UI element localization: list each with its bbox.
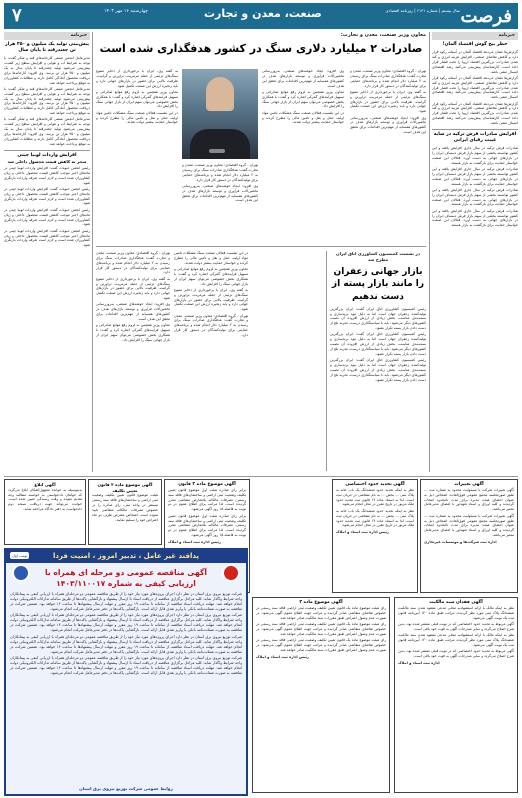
notice-body: آگهی تغییرات شرکت با مسئولیت محدود به شماره ثبت ... طبق صورتجلسه مجمع عمومی فوق‌العاده، اشخاص ذیل به عنوان اعضای هیئت مدیره برای مدت نامحدود انتخاب گردیدند و کلیه اوراق و اسناد تعهدآور با امضای مدیرعامل معتبر می‌باشد. [424, 513, 514, 538]
tender-title: آگهی مناقصه عمومی دو مرحله ای همراه با ارزیابی کیفی به شماره ۱۴۰۳/۱۱۰۰۱۷ [44, 568, 207, 588]
notice-body: رای هیئت موضوع ماده یک قانون تعیین تکلیف وضعیت ثبتی اراضی فاقد سند رسمی در خصوص تقاضای متقاضی صادر گردیده و مراتب جهت اطلاع عموم آگهی می‌شود. در صورت عدم وصول اعتراض طبق مقررات سند مالکیت صادر خواهد شد. [256, 638, 386, 652]
news-body-continued: مدیرعامل انجمن صنفی کارخانه‌های قند و شکر گفت: با توجه به شرایط آب و هوایی و افزایش سطح زیر کشت، پیش‌بینی می‌شود تولید چغندرقند تا پایان سال به یک میلیون و ۳۵۰ هزار تن برسد. وی افزود: کارخانه‌ها برای دریافت محصول آمادگی کامل دارند و مطالبات کشاورزان به موقع پرداخت خواهد شد. [4, 86, 90, 116]
section-title: صنعت، معدن و تجارت [204, 7, 322, 20]
news-body: صادرات فرش ترکیه در سال جاری افزایش یافته و این کشور توانسته بخشی از سهم بازار فرش دستباف ایران را در بازارهای جهانی به دست آورد. فعالان این صنعت خواستار حمایت برای بازگشت به بازار هستند. [432, 146, 518, 165]
notice-signature: اداره ثبت اسناد و املاک [398, 660, 440, 665]
lead-headline-block [96, 32, 426, 66]
notice-signature: رئیس اداره ثبت اسناد و املاک [168, 539, 221, 544]
newspaper-logo: فرصت [460, 6, 512, 27]
notice-body: برابر رای صادره هیئت اول موضوع قانون تعیین تکلیف وضعیت ثبتی اراضی و ساختمان‌های فاقد سند رسمی، تصرفات مالکانه بلامعارض متقاضی محرز گردیده است. لذا مراتب برای اطلاع عموم در دو نوبت به فاصله ۱۵ روز آگهی می‌شود. [168, 513, 246, 538]
lead-paragraph: به گفته وی، ایران با برخورداری از ذخایر متنوع سنگ‌های تزئینی از جمله مرمریت، تراورتن و گرانیت، ظرفیت بالایی برای حضور در بازارهای جهانی دارد و باید زنجیره ارزش این صنعت تکمیل شود. [96, 276, 170, 301]
notice-signature: اداره ثبت شرکت‌ها و موسسات غیرتجاری [424, 539, 497, 544]
notice-signature: رئیس اداره ثبت اسناد و املاک [336, 530, 389, 535]
notice-body: نظر به اینکه تحدید حدود ششدانگ یک باب خانه به پلاک ثبتی ... بخش ... به نام متقاضی در جریان ثبت است، لذا به استناد ماده ۱۴ قانون ثبت تحدید حدود ملک مزبور در تاریخ مقرر در محل انجام می‌شود. [336, 487, 414, 507]
lead-kicker: معاون وزیر صنعت، معدن و تجارت: [340, 32, 426, 38]
lead-paragraph: وی افزود: ایجاد خوشه‌های صنعتی، به‌روزرسانی ماشین‌آلات فرآوری و توسعه بازارهای هدف در کشورهای همسایه از مهم‌ترین اقدامات برای تحقق این هدف است. [262, 69, 344, 88]
saffron-headline: بازار جهانی زعفران را مانند بازار پسته از دست ندهیم [331, 267, 425, 302]
news-body-continued: صادرات فرش ترکیه در سال جاری افزایش یافته و این کشور توانسته بخشی از سهم بازار فرش دستباف ایران را در بازارهای جهانی به دست آورد. فعالان این صنعت خواستار حمایت برای بازگشت به بازار هستند. [432, 187, 518, 207]
notice-signature: رئیس اداره ثبت اسناد و املاک [256, 654, 309, 659]
notice-body: آگهی مربوط به تحدید حدود اختصاصی که در نوبت قبلی منتشر شده بود، بدین شرح اصلاح می‌گردد و سایر مندرجات آگهی به قوت خود باقی است. [398, 649, 514, 659]
lead-body-col-1 [350, 69, 426, 241]
lead-paragraph: تهران - گروه اقتصادی: معاون وزیر صنعت، معدن و تجارت گفت: هدفگذاری صادرات سنگ برای رسیدن به ۲ میلیارد دلار انجام شده و برنامه‌های حمایتی برای تولیدکنندگان در دستور کار قرار دارد. [350, 69, 426, 88]
lead-paragraph: در این نشست فعالان صنعت سنگ مشکلات تامین مواد اولیه، حمل و نقل و تامین مالی را مطرح کردند و خواستار حمایت بیشتر دولت شدند. [96, 110, 178, 125]
tender-paragraph: شرکت توزیع نیروی برق استان در نظر دارد اجرای پروژه‌های مورد نیاز خود را از طریق مناقصه عمومی دو مرحله‌ای همراه با ارزیابی کیفی به پیمانکاران واجد شرایط واگذار نماید. کلیه مراحل برگزاری مناقصه از دریافت اسناد تا ارسال پیشنهاد و بازگشایی پاکت‌ها از طریق سامانه تدارکات الکترونیکی دولت انجام خواهد شد. مهلت دریافت اسناد مناقصه از سامانه تا ساعت ۱۹ روز مقرر و مهلت ارسال پیشنهادها تا ساعت ۱۴ خواهد بود. تضمین شرکت در مناقصه به صورت ضمانت‌نامه بانکی یا واریز نقدی قابل ارائه است. بازگشایی پاکت‌ها در دفتر مدیرعامل شرکت انجام می‌شود. [10, 591, 242, 611]
notice-title: آگهی ابلاغ [34, 482, 56, 487]
news-body-continued: رئیس انجمن حبوبات گفت: افزایش واردات لوبیا چیتی در ماه‌های اخیر موجب کاهش قیمت محصول داخلی و زیان کشاورزان شده است و لازم است تعرفه واردات بازنگری شود. [4, 207, 90, 227]
issue-date: چهارشنبه ۱۶ مهر ۱۴۰۳ [104, 9, 148, 14]
lead-headline: صادرات ۲ میلیارد دلاری سنگ در کشور هدفگذاری شده است [99, 41, 423, 55]
news-body-continued: گزارش‌ها نشان می‌دهد اقتصاد آلمان در آستانه رکود قرار دارد و کاهش تقاضای صنعتی، افزایش هزینه انرژی و کند شدن صادرات، بزرگترین اقتصاد اروپا را تحت فشار قرار داده است. کارشناسان پیش‌بینی می‌کنند رشد اقتصادی امسال منفی باشد. [432, 101, 518, 125]
news-body: رئیس انجمن حبوبات گفت: افزایش واردات لوبیا چیتی در ماه‌های اخیر موجب کاهش قیمت محصول داخلی و زیان کشاورزان شده است و لازم است تعرفه واردات بازنگری شود. [4, 166, 90, 185]
column-heading: خبرنامه [432, 32, 518, 40]
news-body-continued: گزارش‌ها نشان می‌دهد اقتصاد آلمان در آستانه رکود قرار دارد و کاهش تقاضای صنعتی، افزایش هزینه انرژی و کند شدن صادرات، بزرگترین اقتصاد اروپا را تحت فشار قرار داده است. کارشناسان پیش‌بینی می‌کنند رشد اقتصادی امسال منفی باشد. [432, 75, 518, 100]
lead-paragraph: در این نشست فعالان صنعت سنگ مشکلات تامین مواد اولیه، حمل و نقل و تامین مالی را مطرح کردند و خواستار حمایت بیشتر دولت شدند. [174, 251, 248, 265]
legal-notice [394, 597, 518, 793]
column-divider [92, 32, 93, 472]
tender-paragraph: شرکت توزیع نیروی برق استان در نظر دارد اجرای پروژه‌های مورد نیاز خود را از طریق مناقصه عمومی دو مرحله‌ای همراه با ارزیابی کیفی به پیمانکاران واجد شرایط واگذار نماید. کلیه مراحل برگزاری مناقصه از دریافت اسناد تا ارسال پیشنهاد و بازگشایی پاکت‌ها از طریق سامانه تدارکات الکترونیکی دولت انجام خواهد شد. مهلت دریافت اسناد مناقصه از سامانه تا ساعت ۱۹ روز مقرر و مهلت ارسال پیشنهادها تا ساعت ۱۴ خواهد بود. تضمین شرکت در مناقصه به صورت ضمانت‌نامه بانکی یا واریز نقدی قابل ارائه است. بازگشایی پاکت‌ها در دفتر مدیرعامل شرکت انجام می‌شود. [10, 656, 242, 676]
lead-paragraph: به گفته وی، ایران با برخورداری از ذخایر متنوع سنگ‌های تزئینی از جمله مرمریت، تراورتن و گرانیت، ظرفیت بالایی برای حضور در بازارهای جهانی دارد و باید زنجیره ارزش این صنعت تکمیل شود. [174, 287, 248, 312]
news-body-continued: رئیس انجمن حبوبات گفت: افزایش واردات لوبیا چیتی در ماه‌های اخیر موجب کاهش قیمت محصول داخلی و زیان کشاورزان شده است و لازم است تعرفه واردات بازنگری شود. [4, 228, 90, 248]
lead-continued-col [174, 251, 248, 473]
lead-body-col-3 [182, 163, 258, 241]
lead-paragraph: تهران - گروه اقتصادی: معاون وزیر صنعت، معدن و تجارت گفت: هدفگذاری صادرات سنگ برای رسیدن به ۲ میلیارد دلار انجام شده و برنامه‌های حمایتی برای تولیدکنندگان در دستور کار قرار دارد. [96, 251, 170, 275]
saffron-paragraph: رئیس کمیسیون کشاورزی اتاق ایران گفت: ایران بزرگترین تولیدکننده زعفران جهان است اما به دلیل نبود برندسازی و بسته‌بندی مناسب، بخش زیادی از ارزش افزوده آن نصیب کشورهای دیگر می‌شود. باید با سیاستگذاری درست، تجربه تلخ از دست دادن بازار پسته تکرار نشود. [330, 306, 426, 331]
microphone [209, 149, 225, 153]
notice-body: بدینوسیله به خوانده مجهول‌المکان ابلاغ می‌گردد که خواهان دادخواستی به خواسته مطالبه وجه تقدیم نموده و وقت رسیدگی تعیین شده است. خوانده می‌تواند جهت دریافت نسخه دوم دادخواست به دفتر دادگاه مراجعه نماید. [8, 487, 82, 512]
company-logo-icon [12, 564, 30, 582]
notice-body: نظر به اینکه مالک با ارائه استشهادیه محلی مدعی مفقود شدن سند مالکیت ششدانگ پلاک ثبتی مورد نظر گردیده، مراتب طبق ماده ۱۲۰ آیین‌نامه قانون ثبت یک نوبت آگهی می‌شود. [398, 633, 515, 647]
lead-paragraph: به گفته وی، ایران با برخورداری از ذخایر متنوع سنگ‌های تزئینی از جمله مرمریت، تراورتن و گرانیت، ظرفیت بالایی برای حضور در بازارهای جهانی دارد و باید زنجیره ارزش این صنعت تکمیل شود. [350, 89, 426, 114]
notice-title: آگهی تغییرات [454, 482, 484, 487]
notice-body: نظر به اینکه مالک با ارائه استشهادیه محلی مدعی مفقود شدن سند مالکیت ششدانگ پلاک ثبتی مورد نظر گردیده، مراتب طبق ماده ۱۲۰ آیین‌نامه قانون ثبت یک نوبت آگهی می‌شود. [398, 605, 515, 620]
masthead-tagline: سال بیستم | شماره ۶۱۳۱ | روزنامه اقتصادی [385, 8, 460, 13]
legal-notice [4, 479, 86, 545]
news-headline: افزایش واردات لوبیا چیتی [4, 150, 90, 159]
news-headline: خطر بیخ گوش اقتصاد آلمان! [442, 41, 508, 47]
notice-body: آگهی مربوط به تحدید حدود اختصاصی که در نوبت قبلی منتشر شده بود، بدین شرح اصلاح می‌گردد و سایر مندرجات آگهی به قوت خود باقی است. [398, 621, 514, 631]
news-headline: پیش‌بینی تولید یک میلیون و ۳۵۰ هزار تن چغندرقند تا پایان سال [5, 41, 89, 54]
lead-paragraph: معاون وزیر همچنین به لزوم رفع موانع صادراتی و تسهیل فرآیندهای گمرکی اشاره کرد و گفت: با همکاری بخش خصوصی می‌توان سهم ایران از بازار جهانی سنگ را افزایش داد. [96, 89, 178, 109]
saffron-paragraph: رئیس کمیسیون کشاورزی اتاق ایران گفت: ایران بزرگترین تولیدکننده زعفران جهان است اما به دلیل نبود برندسازی و بسته‌بندی مناسب، بخش زیادی از ارزش افزوده آن نصیب کشورهای دیگر می‌شود. باید با سیاستگذاری درست، تجربه تلخ از دست دادن بازار پسته تکرار نشود. [330, 358, 426, 382]
legal-notice [252, 597, 390, 793]
lead-paragraph: تهران - گروه اقتصادی: معاون وزیر صنعت، معدن و تجارت گفت: هدفگذاری صادرات سنگ برای رسیدن به ۲ میلیارد دلار انجام شده و برنامه‌های حمایتی برای تولیدکنندگان در دستور کار قرار دارد. [182, 163, 258, 182]
news-body: مدیرعامل انجمن صنفی کارخانه‌های قند و شکر گفت: با توجه به شرایط آب و هوایی و افزایش سطح زیر کشت، پیش‌بینی می‌شود تولید چغندرقند تا پایان سال به یک میلیون و ۳۵۰ هزار تن برسد. وی افزود: کارخانه‌ها برای دریافت محصول آمادگی کامل دارند و مطالبات کشاورزان به موقع پرداخت خواهد شد. [4, 56, 90, 85]
news-body-continued: رئیس انجمن حبوبات گفت: افزایش واردات لوبیا چیتی در ماه‌های اخیر موجب کاهش قیمت محصول داخلی و زیان کشاورزان شده است و لازم است تعرفه واردات بازنگری شود. [4, 186, 90, 206]
notice-title: آگهی فقدان سند مالکیت [429, 600, 483, 605]
notice-body: برابر رای صادره هیئت اول موضوع قانون تعیین تکلیف وضعیت ثبتی اراضی و ساختمان‌های فاقد سند رسمی، تصرفات مالکانه بلامعارض متقاضی محرز گردیده است. لذا مراتب برای اطلاع عموم در دو نوبت به فاصله ۱۵ روز آگهی می‌شود. [168, 487, 246, 512]
news-body-continued: صادرات فرش ترکیه در سال جاری افزایش یافته و این کشور توانسته بخشی از سهم بازار فرش دستباف ایران را در بازارهای جهانی به دست آورد. فعالان این صنعت خواستار حمایت برای بازگشت به بازار هستند. [432, 167, 518, 186]
notice-body: رای هیئت موضوع ماده یک قانون تعیین تکلیف وضعیت ثبتی اراضی فاقد سند رسمی در خصوص تقاضای متقاضی صادر گردیده و مراتب جهت اطلاع عموم آگهی می‌شود. در صورت عدم وصول اعتراض طبق مقررات سند مالکیت صادر خواهد شد. [256, 605, 386, 620]
defense-logo-icon [222, 564, 240, 582]
legal-notice [420, 479, 518, 593]
lead-paragraph: وی افزود: ایجاد خوشه‌های صنعتی، به‌روزرسانی ماشین‌آلات فرآوری و توسعه بازارهای هدف در کشورهای همسایه از مهم‌ترین اقدامات برای تحقق این هدف است. [182, 183, 258, 203]
tender-paragraph: شرکت توزیع نیروی برق استان در نظر دارد اجرای پروژه‌های مورد نیاز خود را از طریق مناقصه عمومی دو مرحله‌ای همراه با ارزیابی کیفی به پیمانکاران واجد شرایط واگذار نماید. کلیه مراحل برگزاری مناقصه از دریافت اسناد تا ارسال پیشنهاد و بازگشایی پاکت‌ها از طریق سامانه تدارکات الکترونیکی دولت انجام خواهد شد. مهلت دریافت اسناد مناقصه از سامانه تا ساعت ۱۹ روز مقرر و مهلت ارسال پیشنهادها تا ساعت ۱۴ خواهد بود. تضمین شرکت در مناقصه به صورت ضمانت‌نامه بانکی یا واریز نقدی قابل ارائه است. بازگشایی پاکت‌ها در دفتر مدیرعامل شرکت انجام می‌شود. [10, 634, 242, 654]
section-divider [96, 246, 426, 247]
saffron-story [330, 251, 426, 473]
saffron-kicker: در نشست کمیسیون کشاورزی اتاق ایران مطرح شد [336, 251, 420, 262]
lead-paragraph: تهران - گروه اقتصادی: معاون وزیر صنعت، معدن و تجارت گفت: هدفگذاری صادرات سنگ برای رسیدن به ۲ میلیارد دلار انجام شده و برنامه‌های حمایتی برای تولیدکنندگان در دستور کار قرار دارد. [174, 313, 248, 337]
lead-paragraph: معاون وزیر همچنین به لزوم رفع موانع صادراتی و تسهیل فرآیندهای گمرکی اشاره کرد و گفت: با همکاری بخش خصوصی می‌توان سهم ایران از بازار جهانی سنگ را افزایش داد. [96, 323, 170, 342]
notice-body: آگهی تغییرات شرکت با مسئولیت محدود به شماره ثبت ... طبق صورتجلسه مجمع عمومی فوق‌العاده، اشخاص ذیل به عنوان اعضای هیئت مدیره برای مدت نامحدود انتخاب گردیدند و کلیه اوراق و اسناد تعهدآور با امضای مدیرعامل معتبر می‌باشد. [424, 487, 514, 512]
ads-divider [4, 476, 518, 477]
lead-photo [182, 69, 258, 159]
tender-advertisement [4, 548, 248, 796]
tender-banner: پدافند غیر عامل ، تدبیر امروز ، امنیت فردا [6, 550, 246, 563]
notice-body: هیئت موضوع قانون تعیین تکلیف وضعیت ثبتی اراضی و ساختمان‌های فاقد سند رسمی مستقر در واحد ثبتی، رای صادره را در خصوص تصرفات مالکانه متقاضی تایید نموده است. اشخاص معترض ظرف دو ماه اعتراض خود را تسلیم نمایند. [92, 493, 158, 522]
lead-paragraph: معاون وزیر همچنین به لزوم رفع موانع صادراتی و تسهیل فرآیندهای گمرکی اشاره کرد و گفت: با همکاری بخش خصوصی می‌توان سهم ایران از بازار جهانی سنگ را افزایش داد. [174, 267, 248, 286]
column-heading: خبرنامه [4, 32, 90, 40]
news-subheadline: منجر به کاهش قیمت محصول داخلی شد [7, 158, 87, 164]
tender-paragraph: شرکت توزیع نیروی برق استان در نظر دارد اجرای پروژه‌های مورد نیاز خود را از طریق مناقصه عمومی دو مرحله‌ای همراه با ارزیابی کیفی به پیمانکاران واجد شرایط واگذار نماید. کلیه مراحل برگزاری مناقصه از دریافت اسناد تا ارسال پیشنهاد و بازگشایی پاکت‌ها از طریق سامانه تدارکات الکترونیکی دولت انجام خواهد شد. مهلت دریافت اسناد مناقصه از سامانه تا ساعت ۱۹ روز مقرر و مهلت ارسال پیشنهادها تا ساعت ۱۴ خواهد بود. تضمین شرکت در مناقصه به صورت ضمانت‌نامه بانکی یا واریز نقدی قابل ارائه است. بازگشایی پاکت‌ها در دفتر مدیرعامل شرکت انجام می‌شود. [10, 613, 242, 633]
notice-body: نظر به اینکه تحدید حدود ششدانگ یک باب خانه به پلاک ثبتی ... بخش ... به نام متقاضی در جریان ثبت است، لذا به استناد ماده ۱۴ قانون ثبت تحدید حدود ملک مزبور در تاریخ مقرر در محل انجام می‌شود. [336, 508, 414, 528]
column-divider [429, 32, 430, 472]
page-number: ۷ [12, 5, 22, 26]
lead-paragraph: به گفته وی، ایران با برخورداری از ذخایر متنوع سنگ‌های تزئینی از جمله مرمریت، تراورتن و گرانیت، ظرفیت بالایی برای حضور در بازارهای جهانی دارد و باید زنجیره ارزش این صنعت تکمیل شود. [96, 69, 178, 88]
notice-body: رای هیئت موضوع ماده یک قانون تعیین تکلیف وضعیت ثبتی اراضی فاقد سند رسمی در خصوص تقاضای متقاضی صادر گردیده و مراتب جهت اطلاع عموم آگهی می‌شود. در صورت عدم وصول اعتراض طبق مقررات سند مالکیت صادر خواهد شد. [256, 621, 386, 636]
notice-title: آگهی موضوع ماده ۳ قانون تعیین تکلیف [97, 482, 153, 493]
lead-paragraph: در این نشست فعالان صنعت سنگ مشکلات تامین مواد اولیه، حمل و نقل و تامین مالی را مطرح کردند و خواستار حمایت بیشتر دولت شدند. [262, 110, 344, 125]
tender-badge: نوبت اول [12, 553, 28, 558]
newspaper-page [4, 3, 518, 795]
news-body-continued: مدیرعامل انجمن صنفی کارخانه‌های قند و شکر گفت: با توجه به شرایط آب و هوایی و افزایش سطح زیر کشت، پیش‌بینی می‌شود تولید چغندرقند تا پایان سال به یک میلیون و ۳۵۰ هزار تن برسد. وی افزود: کارخانه‌ها برای دریافت محصول آمادگی کامل دارند و مطالبات کشاورزان به موقع پرداخت خواهد شد. [4, 117, 90, 146]
speaker-head [206, 77, 234, 111]
legal-notice [332, 479, 418, 593]
lead-body-col-4 [96, 69, 178, 241]
news-body-continued: صادرات فرش ترکیه در سال جاری افزایش یافته و این کشور توانسته بخشی از سهم بازار فرش دستباف ایران را در بازارهای جهانی به دست آورد. فعالان این صنعت خواستار حمایت برای بازگشت به بازار هستند. [432, 208, 518, 228]
tender-footer: روابط عمومی شرکت توزیع نیروی برق استان [79, 786, 173, 792]
notice-title: آگهی تحدید حدود اختصاصی [345, 482, 405, 487]
lead-paragraph: معاون وزیر همچنین به لزوم رفع موانع صادراتی و تسهیل فرآیندهای گمرکی اشاره کرد و گفت: با همکاری بخش خصوصی می‌توان سهم ایران از بازار جهانی سنگ را افزایش داد. [262, 89, 344, 109]
tender-body [6, 590, 246, 680]
legal-notice [88, 479, 162, 545]
lead-paragraph: وی افزود: ایجاد خوشه‌های صنعتی، به‌روزرسانی ماشین‌آلات فرآوری و توسعه بازارهای هدف در کشورهای همسایه از مهم‌ترین اقدامات برای تحقق این هدف است. [96, 302, 170, 321]
column-divider [326, 251, 327, 471]
masthead [4, 3, 518, 29]
notice-title: آگهی موضوع ماده ۳ [299, 600, 343, 605]
lead-body-col-2 [262, 69, 344, 241]
news-headline: افزایش صادرات فرش ترکیه در سایه غیبت رقبای ایرانی [432, 129, 518, 144]
lead-paragraph: وی افزود: ایجاد خوشه‌های صنعتی، به‌روزرسانی ماشین‌آلات فرآوری و توسعه بازارهای هدف در کشورهای همسایه از مهم‌ترین اقدامات برای تحقق این هدف است. [350, 115, 426, 135]
right-news-column [432, 32, 518, 474]
notice-title: آگهی موضوع ماده ۳ قانون [178, 482, 236, 487]
saffron-paragraph: رئیس کمیسیون کشاورزی اتاق ایران گفت: ایران بزرگترین تولیدکننده زعفران جهان است اما به دلیل نبود برندسازی و بسته‌بندی مناسب، بخش زیادی از ارزش افزوده آن نصیب کشورهای دیگر می‌شود. باید با سیاستگذاری درست، تجربه تلخ از دست دادن بازار پسته تکرار نشود. [330, 332, 426, 356]
lead-continued-col [96, 251, 170, 473]
speaker-body [190, 129, 250, 159]
left-news-column [4, 32, 90, 474]
news-body: گزارش‌ها نشان می‌دهد اقتصاد آلمان در آستانه رکود قرار دارد و کاهش تقاضای صنعتی، افزایش هزینه انرژی و کند شدن صادرات، بزرگترین اقتصاد اروپا را تحت فشار قرار داده است. کارشناسان پیش‌بینی می‌کنند رشد اقتصادی امسال منفی باشد. [432, 50, 518, 74]
